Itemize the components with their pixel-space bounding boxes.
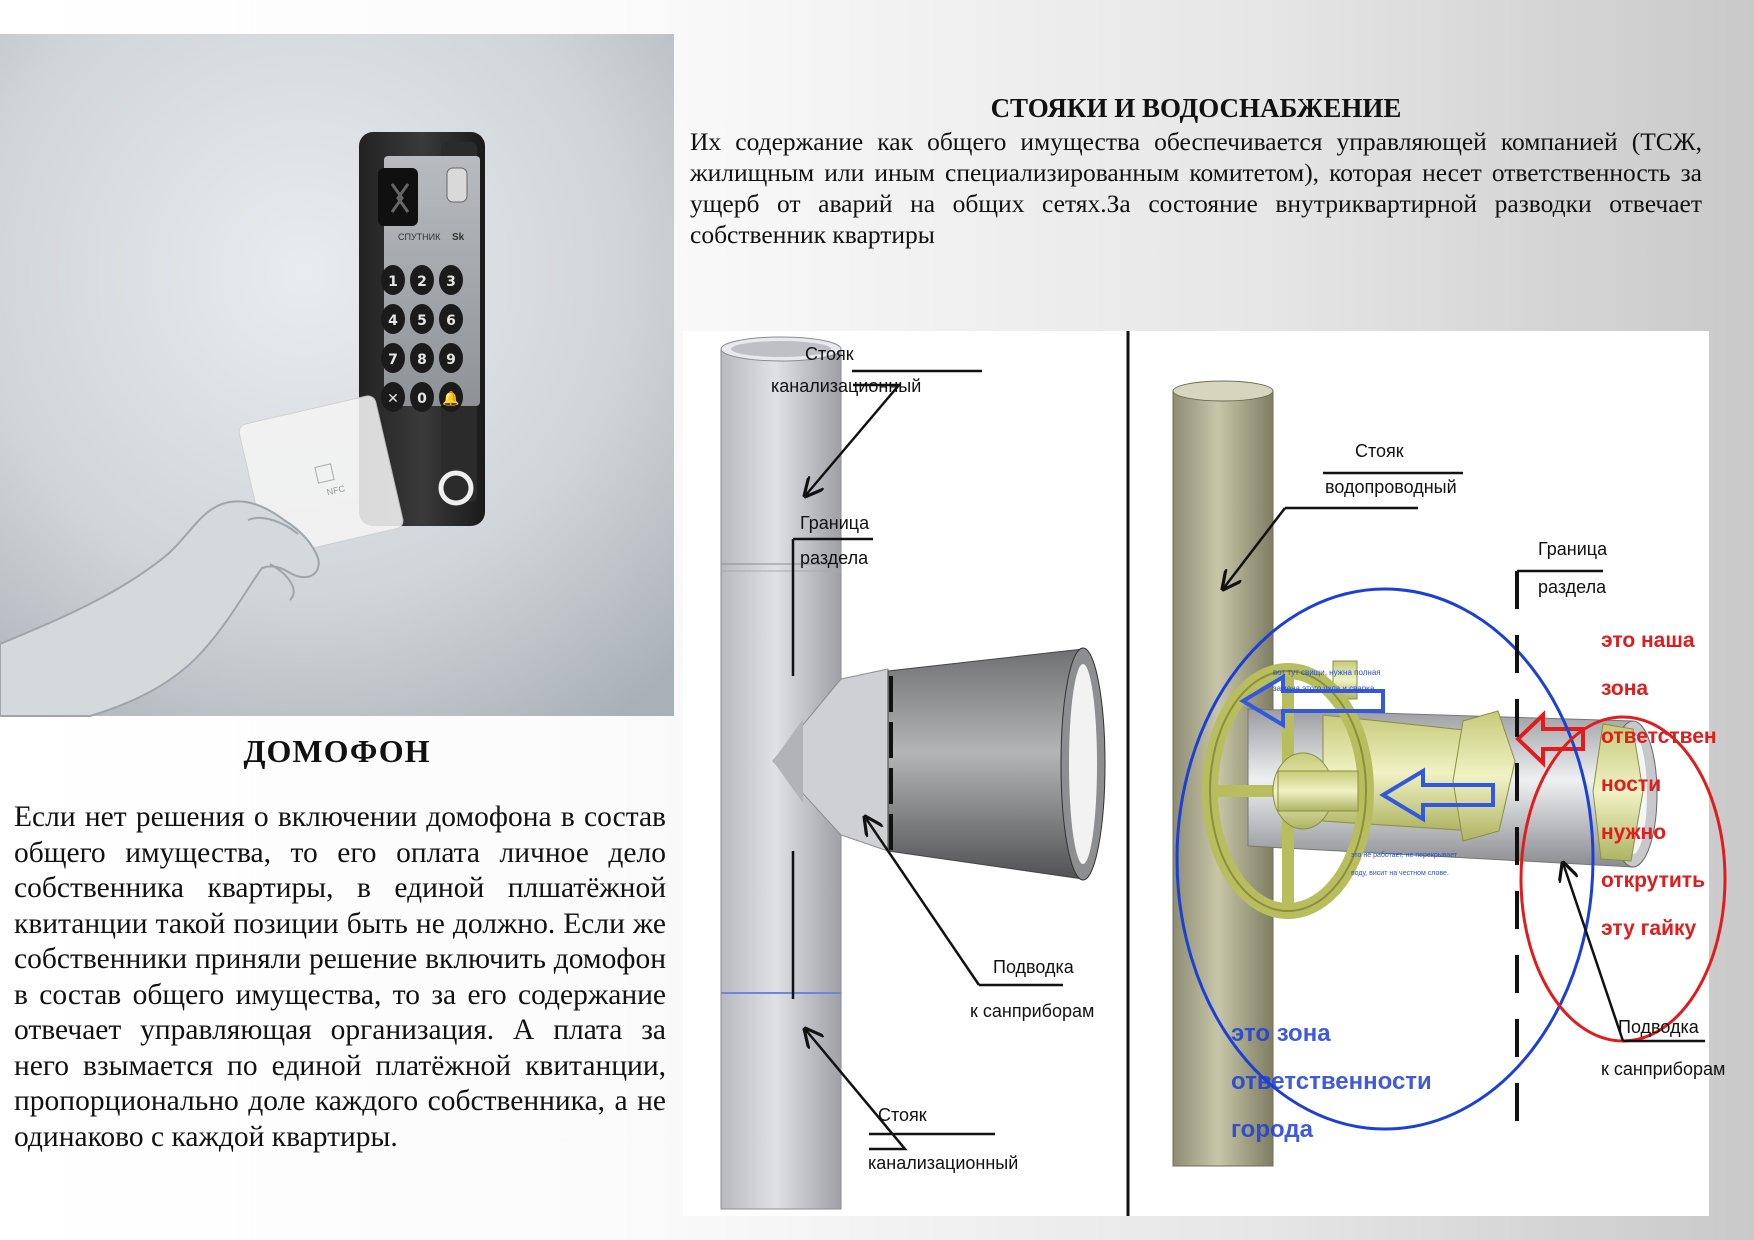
red-note-line-1: это наша xyxy=(1601,629,1695,652)
keypad-key-label: 1 xyxy=(388,274,398,290)
label-boundary-left-2: раздела xyxy=(800,548,869,568)
red-note-line-3: ответствен xyxy=(1601,725,1717,748)
red-note-line-5: нужно xyxy=(1601,821,1667,844)
keypad-key-label: 8 xyxy=(417,352,427,368)
sewer-riser-drawing xyxy=(721,337,1105,1209)
intercom-paragraph: Если нет решения о включении домофона в состав общего имущества, то его оплата личное дело собственника квартиры, в единой плшатёжной квитанции такой позиции быть не должно. Если же собственники приняли решение включить домофон в состав общего имущества, то за его содержание отвечает управляющая организация. А плата за него взымается по единой платёжной квитанции, пропорционально доле каждого собственника, а не одинаково с каждой квартиры. xyxy=(14,801,666,1153)
keypad-key-label: 3 xyxy=(446,274,456,290)
brand-short-label: Sk xyxy=(452,232,465,243)
brand-label: СПУТНИК xyxy=(398,232,441,242)
keypad-key-label: 0 xyxy=(417,391,427,407)
label-boundary-right-2: раздела xyxy=(1538,577,1607,597)
red-zone-note xyxy=(1601,629,1717,940)
intercom-photo xyxy=(0,34,674,716)
blue-note-bottom-1: это не работает, не перекрывает xyxy=(1351,852,1458,859)
label-supply-left-2: к санприборам xyxy=(970,1001,1095,1021)
red-note-line-6: открутить xyxy=(1601,869,1705,892)
label-water-riser-1: Стояк xyxy=(1355,441,1404,461)
blue-note-bottom-2: воду, висит на честном слове. xyxy=(1351,870,1449,877)
blue-note-line-1: это зона xyxy=(1231,1020,1331,1047)
keypad-key-label: 2 xyxy=(417,274,427,290)
label-supply-right-1: Подводка xyxy=(1618,1017,1699,1037)
water-paragraph: Их содержание как общего имущества обеспечивается управляющей компанией (ТСЖ, жилищным или иным специализированным комитетом), которая несет ответственность за ущерб от аварий на общих сетях.За состояние внутриквартирной разводки отвечает собственник квартиры xyxy=(690,127,1702,249)
label-supply-right-2: к санприборам xyxy=(1601,1059,1726,1079)
red-note-line-4: ности xyxy=(1601,773,1662,796)
keypad-key-label: 5 xyxy=(417,313,427,329)
keypad-key-label: 7 xyxy=(388,352,398,368)
label-water-riser-2: водопроводный xyxy=(1325,477,1457,497)
label-sewer-riser-top-2: канализационный xyxy=(771,376,922,396)
blue-zone-note xyxy=(1231,1020,1432,1143)
label-sewer-riser-top-1: Стояк xyxy=(805,344,854,364)
blue-note-top-1: вот тут свищи, нужна полная xyxy=(1273,668,1381,677)
label-boundary-left-1: Граница xyxy=(800,513,870,533)
red-note-line-2: зона xyxy=(1601,677,1649,700)
label-sewer-riser-bottom-2: канализационный xyxy=(868,1153,1019,1173)
label-sewer-riser-bottom-1: Стояк xyxy=(878,1105,927,1125)
water-heading: СТОЯКИ И ВОДОСНАБЖЕНИЕ xyxy=(990,93,1402,123)
blue-note-line-2: ответственности xyxy=(1231,1068,1432,1095)
riser-diagrams xyxy=(683,331,1726,1216)
nfc-label: NFC xyxy=(325,483,346,498)
blue-note-top-2: замена этого узла и сварка xyxy=(1273,684,1375,693)
keypad-key-label: 🔔 xyxy=(442,391,460,407)
keypad-key-label: 6 xyxy=(446,313,456,329)
label-supply-left-1: Подводка xyxy=(993,957,1074,977)
keypad-key-label: 9 xyxy=(446,352,456,368)
blue-note-line-3: города xyxy=(1231,1116,1313,1143)
red-note-line-7: эту гайку xyxy=(1601,917,1697,940)
keypad-key-label: 4 xyxy=(388,313,398,329)
keypad-key-label: ✕ xyxy=(387,391,399,407)
intercom-heading: ДОМОФОН xyxy=(243,733,431,769)
label-boundary-right-1: Граница xyxy=(1538,539,1608,559)
